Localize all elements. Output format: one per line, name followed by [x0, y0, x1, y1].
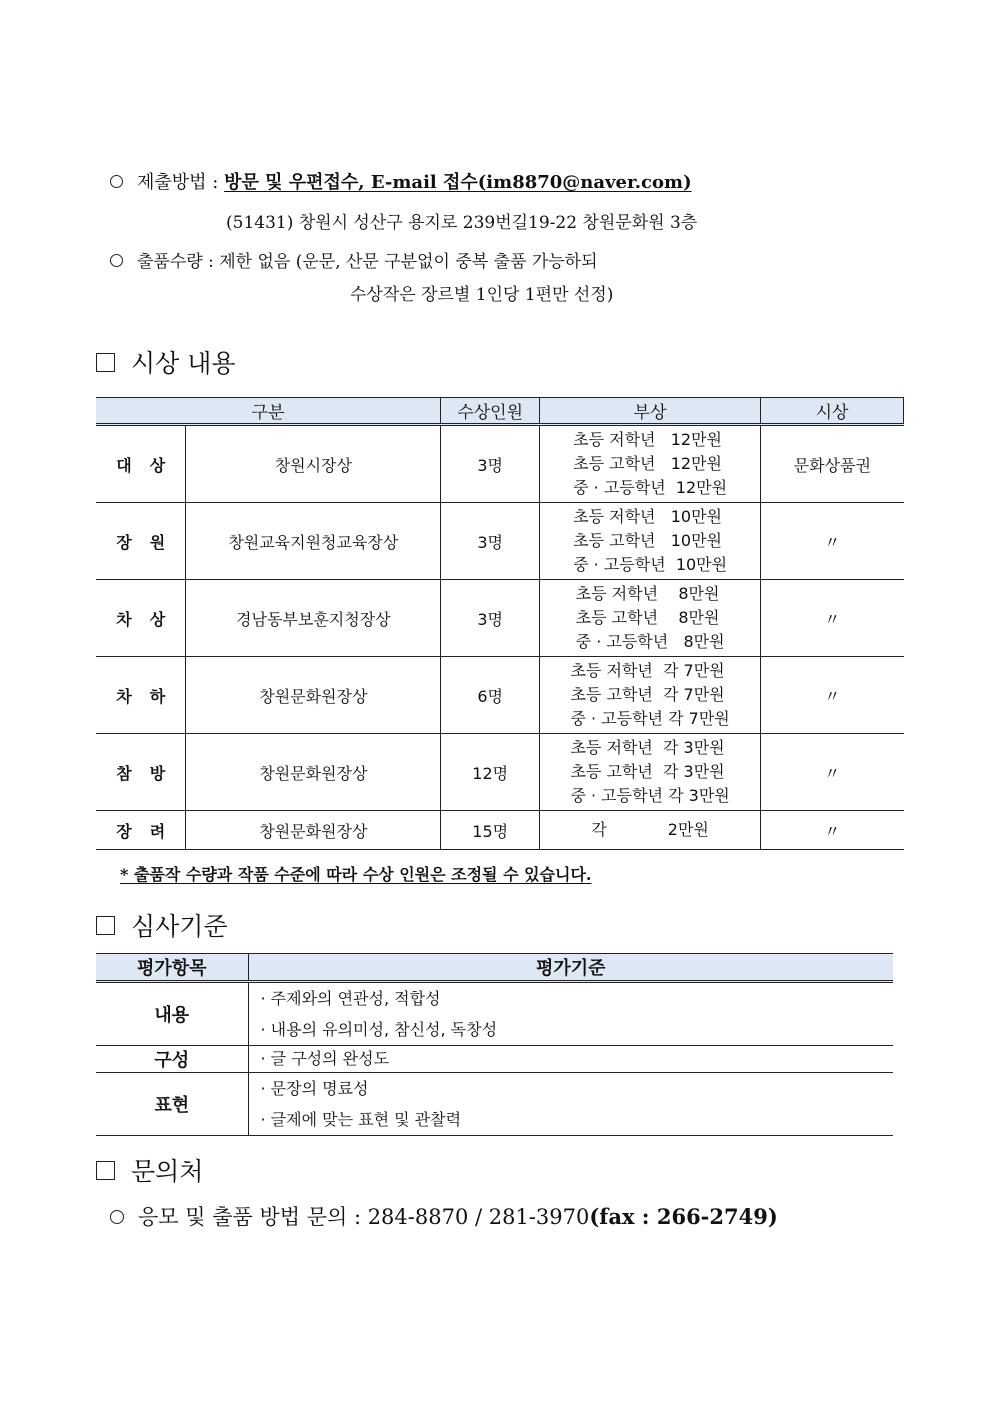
checkbox-square-icon — [96, 1161, 115, 1180]
prize-cell — [540, 734, 761, 811]
count-cell: 3명 — [441, 425, 540, 503]
prize-line: 초등 저학년 8만원 — [575, 584, 720, 603]
prize-cell — [540, 425, 761, 503]
quantity-line-2: 수상작은 장르별 1인당 1편만 선정) — [350, 285, 614, 305]
prize-line: 중 · 고등학년 10만원 — [573, 555, 728, 574]
criteria-line: · 글 구성의 완성도 — [260, 1049, 390, 1068]
prize-cell — [540, 811, 761, 850]
prize-line: 초등 저학년 각 3만원 — [570, 738, 725, 757]
checkbox-square-icon — [96, 916, 115, 935]
criteria-item-cell: 구성 — [96, 1046, 248, 1073]
prize-line: 초등 고학년 8만원 — [575, 608, 720, 627]
table-row — [96, 811, 904, 850]
header-criteria: 평가기준 — [248, 954, 893, 982]
gift-cell: 〃 — [761, 503, 904, 580]
rank-cell: 참방 — [96, 734, 186, 811]
criteria-cell — [248, 1073, 893, 1136]
header-prize: 부상 — [540, 398, 761, 425]
prize-line: 초등 고학년 12만원 — [573, 454, 723, 473]
awards-section-heading — [96, 344, 236, 380]
header-category: 구분 — [96, 398, 441, 425]
submission-method-line — [110, 168, 692, 194]
criteria-line: · 주제와의 연관성, 적합성 — [260, 989, 441, 1008]
gift-cell: 〃 — [761, 657, 904, 734]
checkbox-square-icon — [96, 353, 115, 372]
gift-cell: 문화상품권 — [761, 425, 904, 503]
prize-line: 초등 저학년 각 7만원 — [570, 661, 725, 680]
table-row — [96, 1073, 893, 1136]
table-row — [96, 425, 904, 503]
count-cell: 12명 — [441, 734, 540, 811]
table-row — [96, 1046, 893, 1073]
count-cell: 15명 — [441, 811, 540, 850]
prize-cell — [540, 503, 761, 580]
criteria-cell — [248, 982, 893, 1046]
gift-cell: 〃 — [761, 734, 904, 811]
table-row — [96, 657, 904, 734]
submission-address: (51431) 창원시 성산구 용지로 239번길19-22 창원문화원 3층 — [226, 213, 698, 233]
header-item: 평가항목 — [96, 954, 248, 982]
award-name-cell: 경남동부보훈지청장상 — [186, 580, 441, 657]
criteria-section-heading — [96, 907, 228, 943]
circle-bullet-icon — [110, 175, 123, 188]
prize-line: 초등 고학년 각 7만원 — [570, 685, 725, 704]
criteria-table — [96, 953, 893, 1136]
rank-cell: 차하 — [96, 657, 186, 734]
rank-cell: 장려 — [96, 811, 186, 850]
criteria-cell — [248, 1046, 893, 1073]
contact-section-heading — [96, 1152, 203, 1188]
prize-line: 중 · 고등학년 각 7만원 — [570, 709, 730, 728]
award-name-cell: 창원시장상 — [186, 425, 441, 503]
contact-section-title: 문의처 — [131, 1157, 204, 1186]
count-cell: 3명 — [441, 503, 540, 580]
prize-line: 초등 저학년 12만원 — [573, 430, 723, 449]
criteria-item-cell: 표현 — [96, 1073, 248, 1136]
submission-method: 방문 및 우편접수, E-mail 접수(im8870@naver.com) — [224, 172, 692, 193]
prize-line: 각 2만원 — [591, 820, 709, 839]
header-count: 수상인원 — [441, 398, 540, 425]
circle-bullet-icon — [110, 1210, 124, 1224]
rank-cell: 장원 — [96, 503, 186, 580]
circle-bullet-icon — [110, 254, 123, 267]
award-name-cell: 창원문화원장상 — [186, 657, 441, 734]
gift-cell: 〃 — [761, 580, 904, 657]
table-row — [96, 982, 893, 1046]
gift-cell: 〃 — [761, 811, 904, 850]
awards-note: * 출품작 수량과 작품 수준에 따라 수상 인원은 조정될 수 있습니다. — [120, 865, 592, 884]
prize-cell — [540, 580, 761, 657]
count-cell: 6명 — [441, 657, 540, 734]
contact-line — [110, 1201, 778, 1231]
table-row — [96, 580, 904, 657]
rank-cell: 대상 — [96, 425, 186, 503]
contact-phone: 응모 및 출품 방법 문의 : 284-8870 / 281-3970 — [138, 1205, 590, 1229]
prize-line: 중 · 고등학년 12만원 — [573, 478, 728, 497]
prize-line: 초등 고학년 10만원 — [573, 531, 723, 550]
prize-line: 초등 저학년 10만원 — [573, 507, 723, 526]
criteria-line: · 문장의 명료성 — [260, 1079, 369, 1098]
award-name-cell: 창원교육지원청교육장상 — [186, 503, 441, 580]
quantity-line-1 — [110, 247, 598, 272]
rank-cell: 차상 — [96, 580, 186, 657]
awards-table — [96, 397, 904, 850]
prize-line: 초등 고학년 각 3만원 — [570, 762, 725, 781]
criteria-line: · 글제에 맞는 표현 및 관찰력 — [260, 1110, 462, 1129]
award-name-cell: 창원문화원장상 — [186, 734, 441, 811]
submission-label: 제출방법 : — [137, 172, 225, 193]
criteria-table-header-row — [96, 954, 893, 982]
criteria-line: · 내용의 유의미성, 참신성, 독창성 — [260, 1020, 498, 1039]
prize-cell — [540, 657, 761, 734]
count-cell: 3명 — [441, 580, 540, 657]
table-row — [96, 503, 904, 580]
table-row — [96, 734, 904, 811]
criteria-item-cell: 내용 — [96, 982, 248, 1046]
prize-line: 중 · 고등학년 8만원 — [575, 632, 725, 651]
awards-section-title: 시상 내용 — [131, 349, 236, 378]
quantity-text-1: 출품수량 : 제한 없음 (운문, 산문 구분없이 중복 출품 가능하되 — [137, 252, 598, 272]
header-award: 시상 — [761, 398, 904, 425]
prize-line: 중 · 고등학년 각 3만원 — [570, 786, 730, 805]
awards-table-header-row — [96, 398, 904, 425]
contact-fax: (fax : 266-2749) — [589, 1204, 778, 1229]
criteria-section-title: 심사기준 — [131, 912, 228, 941]
award-name-cell: 창원문화원장상 — [186, 811, 441, 850]
